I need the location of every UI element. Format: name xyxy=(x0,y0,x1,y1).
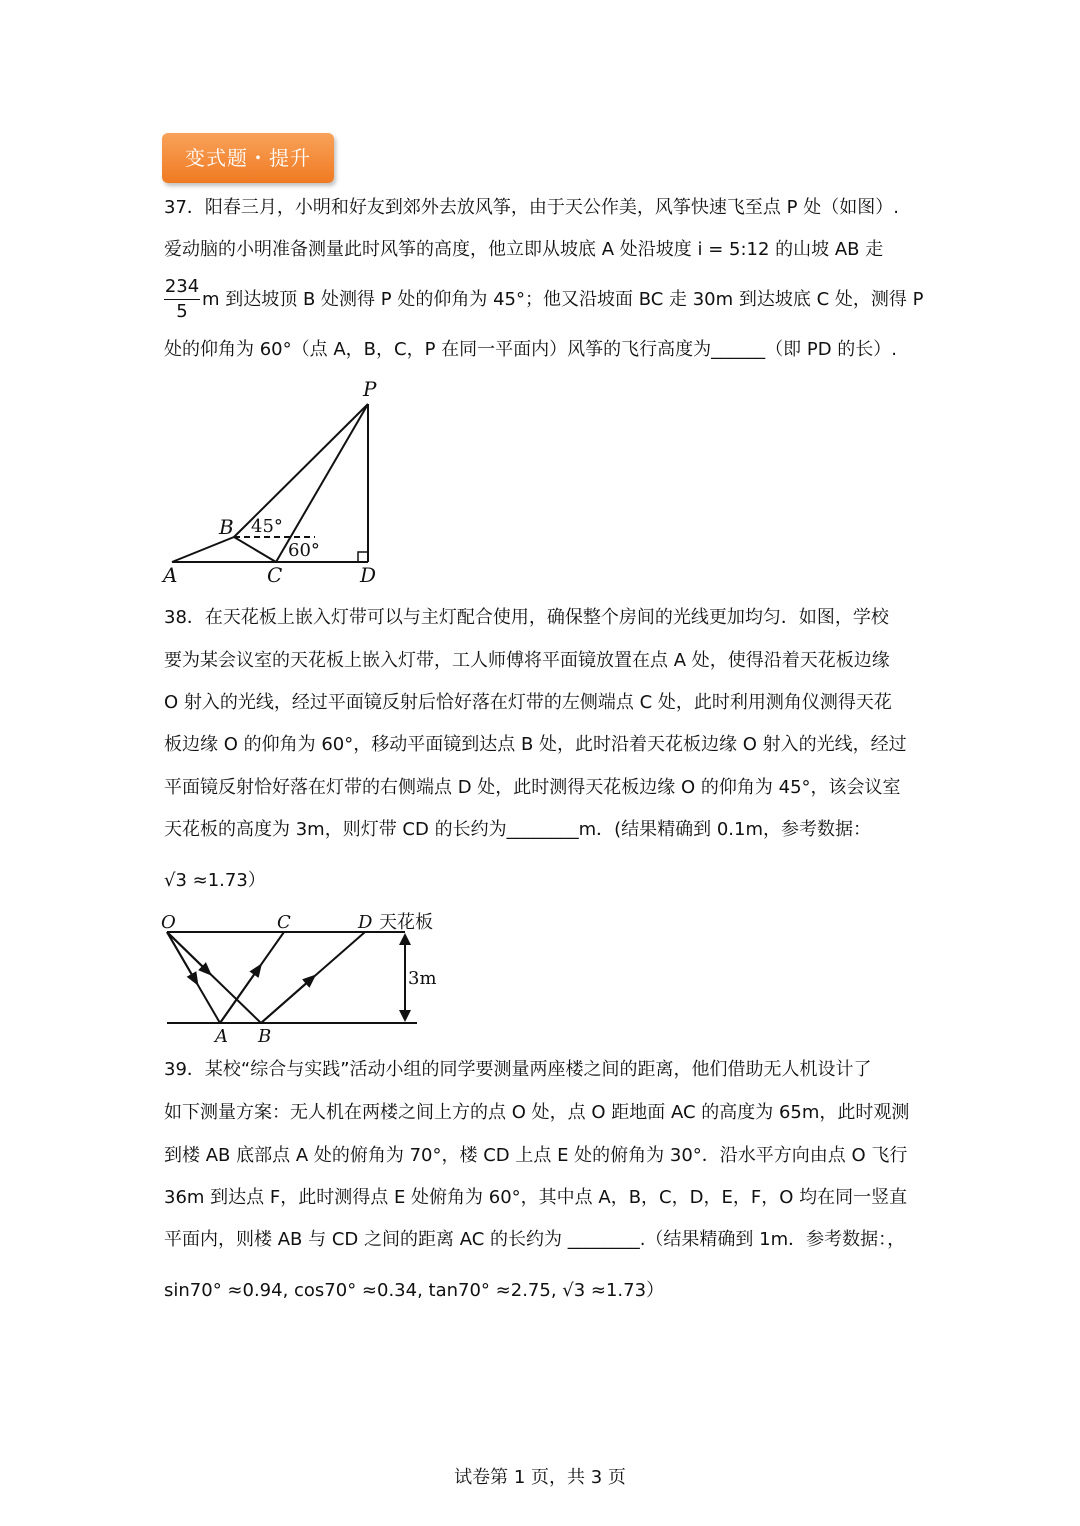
q39-line-3: 到楼 AB 底部点 A 处的俯角为 70°，楼 CD 上点 E 处的俯角为 30°．沿水平方向由点 O 飞行 xyxy=(164,1145,908,1166)
fraction-numerator: 234 xyxy=(164,276,200,300)
fraction-denominator: 5 xyxy=(176,301,188,322)
label-a: A xyxy=(163,563,178,587)
label-d: D xyxy=(358,912,373,933)
q38-line-4: 板边缘 O 的仰角为 60°，移动平面镜到达点 B 处，此时沿着天花板边缘 O 射入的光线，经过 xyxy=(164,734,907,755)
section-badge: 变式题・提升 xyxy=(162,133,334,183)
q38-line-3: O 射入的光线，经过平面镜反射后恰好落在灯带的左侧端点 C 处，此时利用测角仪测得天花 xyxy=(164,692,892,713)
ray-b-d-arrow xyxy=(261,979,311,1023)
ceiling-label: 天花板 xyxy=(379,912,433,933)
height-label: 3m xyxy=(408,968,437,989)
label-p: P xyxy=(363,377,377,401)
ab-line xyxy=(172,537,234,562)
height-arrow-bottom xyxy=(399,1010,411,1022)
q37-fraction xyxy=(164,276,200,323)
label-o: O xyxy=(161,912,176,933)
q39-line-2: 如下测量方案：无人机在两楼之间上方的点 O 处，点 O 距地面 AC 的高度为 65m，此时观测 xyxy=(164,1102,910,1123)
q39-line-6: sin70° ≈0.94, cos70° ≈0.34, tan70° ≈2.75, √3 ≈1.73） xyxy=(164,1280,665,1301)
q38-line-5: 平面镜反射恰好落在灯带的右侧端点 D 处，此时测得天花板边缘 O 的仰角为 45°，该会议室 xyxy=(164,777,901,798)
q37-diagram xyxy=(155,372,395,590)
q38-line-2: 要为某会议室的天花板上嵌入灯带，工人师傅将平面镜放置在点 A 处，使得沿着天花板边缘 xyxy=(164,650,890,671)
label-b: B xyxy=(219,515,234,539)
q39-line-4: 36m 到达点 F，此时测得点 E 处俯角为 60°，其中点 A，B，C，D，E，F，O 均在同一竖直 xyxy=(164,1187,908,1208)
label-c: C xyxy=(267,563,283,587)
label-a: A xyxy=(215,1026,228,1045)
page-footer: 试卷第 1 页，共 3 页 xyxy=(454,1467,626,1488)
q38-line-6: 天花板的高度为 3m，则灯带 CD 的长约为________m．(结果精确到 0.1m，参考数据： xyxy=(164,819,872,840)
angle-60-label: 60° xyxy=(288,540,320,561)
q37-line-3: m 到达坡顶 B 处测得 P 处的仰角为 45°；他又沿坡面 BC 走 30m 到达坡底 C 处，测得 P xyxy=(202,289,924,310)
q38-line-1: 38．在天花板上嵌入灯带可以与主灯配合使用，确保整个房间的光线更加均匀．如图，学校 xyxy=(164,607,889,628)
q37-line-2: 爱动脑的小明准备测量此时风筝的高度，他立即从坡底 A 处沿坡度 i = 5:12 的山坡 AB 走 xyxy=(164,239,884,260)
height-arrow-top xyxy=(399,933,411,945)
q37-line-4: 处的仰角为 60°（点 A，B，C，P 在同一平面内）风筝的飞行高度为______（即 PD 的长）. xyxy=(164,339,898,360)
bc-line xyxy=(234,537,276,562)
q39-line-5: 平面内，则楼 AB 与 CD 之间的距离 AC 的长约为 ________.（结果精确到 1m．参考数据：， xyxy=(164,1229,906,1250)
label-b: B xyxy=(258,1026,272,1045)
angle-45-label: 45° xyxy=(251,516,283,537)
label-c: C xyxy=(277,912,291,933)
right-angle-mark xyxy=(358,552,368,562)
q38-diagram xyxy=(155,905,455,1045)
q38-line-7: √3 ≈1.73） xyxy=(164,870,266,891)
label-d: D xyxy=(360,563,377,587)
q37-line-1: 37．阳春三月，小明和好友到郊外去放风筝，由于天公作美，风筝快速飞至点 P 处（如图）. xyxy=(164,197,899,218)
q39-line-1: 39．某校“综合与实践”活动小组的同学要测量两座楼之间的距离，他们借助无人机设计了 xyxy=(164,1059,872,1080)
